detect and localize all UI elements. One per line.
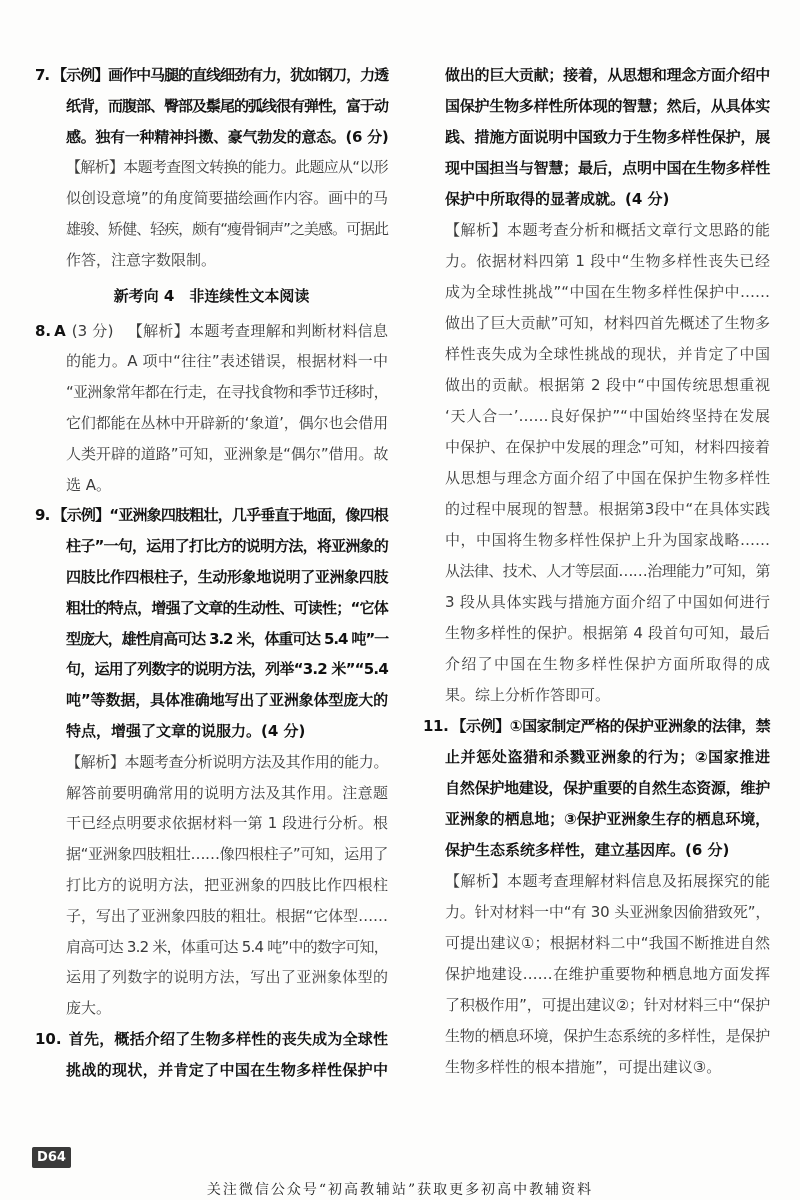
- question-10-continued: [423, 60, 770, 711]
- q9-analysis-line: 干已经点明要求依据材料一第 1 段进行分析。根: [66, 814, 388, 833]
- q10-answer-line: 挑战的现状，并肯定了中国在生物多样性保护中: [66, 1060, 388, 1079]
- q9-answer-line: 粗壮的特点，增强了文章的生动性、可读性；“它体: [66, 598, 388, 617]
- q7-answer-line: 感。独有一种精神抖擞、豪气勃发的意态。(6 分): [66, 127, 389, 146]
- q8-analysis-line: 的能力。A 项中“往往”表述错误，根据材料一中: [66, 352, 388, 371]
- q10-answer-line: 做出的巨大贡献；接着，从思想和理念方面介绍中: [445, 66, 770, 84]
- q7-analysis-line: 【解析】本题考查图文转换的能力。此题应从“以形: [66, 158, 388, 177]
- q9-answer-line: [35, 500, 388, 531]
- left-column: [35, 60, 388, 1086]
- question-number: 9.: [35, 506, 50, 525]
- question-11: [423, 711, 770, 1083]
- q11-answer-line: 亚洲象的栖息地；③保护亚洲象生存的栖息环境，: [445, 810, 770, 828]
- q7-answer-line: 纸背，而腹部、臀部及鬃尾的弧线很有弹性，富于动: [66, 96, 389, 115]
- answer-choice: A: [54, 321, 66, 340]
- q10-analysis-line: 做出了巨大贡献”可知，材料四首先概述了生物多: [445, 314, 770, 332]
- q11-analysis-line: 可提出建议①；根据材料二中“我国不断推进自然: [445, 934, 770, 952]
- q9-analysis-line: 打比方的说明方法，把亚洲象的四肢比作四根柱: [66, 875, 388, 894]
- q10-analysis-line: 中保护、在保护中发展的理念”可知，材料四接着: [445, 438, 770, 456]
- question-number: 7.: [35, 66, 50, 84]
- q11-analysis-line: 了积极作用”，可提出建议②；针对材料三中“保护: [445, 996, 771, 1014]
- q10-answer-line: [35, 1024, 388, 1055]
- q10-analysis-line: 从思想与理念方面介绍了中国在保护生物多样性: [445, 469, 770, 487]
- q9-analysis-line: 据“亚洲象四肢粗壮……像四根柱子”可知，运用了: [66, 845, 388, 864]
- q9-analysis-line: 庞大。: [66, 999, 112, 1018]
- q10-analysis-line: ‘天人合一’……良好保护”“中国始终坚持在发展: [445, 407, 770, 425]
- q10-analysis-line: 3 段从具体实践与措施方面介绍了中国如何进行: [445, 593, 770, 611]
- q7-answer-line: [35, 60, 388, 91]
- q11-analysis-line: 生物多样性的根本措施”，可提出建议③。: [445, 1058, 722, 1076]
- q9-answer-line: 句，运用了列数字的说明方法，列举“3.2 米”“5.4: [66, 660, 388, 679]
- q8-answer-line: [35, 316, 388, 347]
- q11-answer-line: 止并惩处盗猎和杀戮亚洲象的行为；②国家推进: [445, 748, 770, 766]
- q9-answer-line: 吨”等数据，具体准确地写出了亚洲象体型庞大的: [66, 691, 388, 710]
- q10-analysis-line: 力。依据材料四第 1 段中“生物多样性丧失已经: [445, 252, 770, 270]
- q11-answer-line: 自然保护地建设，保护重要的自然生态资源，维护: [445, 779, 770, 797]
- q9-analysis-line: 解答前要明确常用的说明方法及其作用。注意题: [66, 783, 388, 802]
- q10-analysis-line: 果。综上分析作答即可。: [445, 686, 611, 704]
- question-number: 10.: [35, 1029, 62, 1048]
- answer-text: 【示例】“亚洲象四肢粗壮，几乎垂直于地面，像四根: [52, 506, 388, 525]
- question-7: [35, 60, 388, 276]
- q11-analysis-line: 生物的栖息环境，保护生态系统的多样性，是保护: [445, 1027, 770, 1045]
- q10-analysis-line: 中，中国将生物多样性保护上升为国家战略……: [445, 531, 770, 549]
- right-column: [423, 60, 770, 1083]
- q9-analysis-line: 子，写出了亚洲象四肢的粗壮。根据“它体型……: [66, 906, 388, 925]
- score-label: (3 分): [71, 321, 114, 340]
- q10-answer-line: 保护中所取得的显著成就。(4 分): [445, 190, 670, 208]
- question-number: 8.: [35, 321, 52, 340]
- q9-answer-line: 柱子”一句，运用了打比方的说明方法，将亚洲象的: [66, 537, 388, 556]
- q9-analysis-line: 肩高可达 3.2 米，体重可达 5.4 吨”中的数字可知，: [66, 937, 388, 956]
- q11-analysis-line: 【解析】本题考查理解材料信息及拓展探究的能: [445, 872, 770, 890]
- q10-answer-line: 国保护生物多样性所体现的智慧；然后，从具体实: [445, 97, 770, 115]
- answer-text: 【示例】①国家制定严格的保护亚洲象的法律，禁: [451, 717, 771, 735]
- section-heading: 新考向 4 非连续性文本阅读: [113, 286, 310, 305]
- q7-analysis-line: 似创设意境”的角度简要描绘画作内容。画中的马: [66, 189, 388, 208]
- q10-analysis-line: 的过程中展现的智慧。根据第3段中“在具体实践: [445, 500, 770, 518]
- footer-note: 关注微信公众号“初高教辅站”获取更多初高中教辅资料: [206, 1182, 594, 1198]
- q10-analysis-line: 成为全球性挑战”“中国在生物多样性保护中……: [445, 283, 770, 301]
- analysis-text: 【解析】本题考查理解和判断材料信息: [127, 321, 388, 340]
- q9-answer-line: 特点，增强了文章的说服力。(4 分): [66, 721, 306, 740]
- question-9: [35, 500, 388, 1024]
- q11-analysis-line: 保护地建设……在维护重要物种栖息地方面发挥: [445, 965, 770, 983]
- question-number: 11.: [423, 717, 449, 735]
- q10-analysis-line: 【解析】本题考查分析和概括文章行文思路的能: [445, 221, 770, 239]
- page-number-badge: D64: [32, 1147, 71, 1168]
- q10-answer-line: 现中国担当与智慧；最后，点明中国在生物多样性: [445, 159, 770, 177]
- q8-analysis-line: 它们都能在丛林中开辟新的‘象道’，偶尔也会借用: [66, 413, 388, 432]
- answer-text: 首先，概括介绍了生物多样性的丧失成为全球性: [68, 1029, 388, 1048]
- q7-analysis-line: 雄骏、矫健、轻疾，颇有“瘦骨铜声”之美感。可据此: [66, 219, 388, 238]
- answer-text: 【示例】画作中马腿的直线细劲有力，犹如钢刀，力透: [52, 66, 389, 84]
- q8-analysis-line: 人类开辟的道路”可知，亚洲象是“偶尔”借用。故: [66, 444, 389, 463]
- q10-analysis-line: 做出的贡献。根据第 2 段中“中国传统思想重视: [445, 376, 770, 394]
- q10-answer-line: 践、措施方面说明中国致力于生物多样性保护，展: [445, 128, 770, 146]
- q8-analysis-line: 选 A。: [66, 475, 112, 494]
- q9-analysis-line: 【解析】本题考查分析说明方法及其作用的能力。: [66, 752, 389, 771]
- q9-answer-line: 型庞大，雄性肩高可达 3.2 米，体重可达 5.4 吨”一: [66, 629, 388, 648]
- q9-analysis-line: 运用了列数字的说明方法，写出了亚洲象体型的: [66, 968, 388, 987]
- q10-analysis-line: 生物多样性的保护。根据第 4 段首句可知，最后: [445, 624, 770, 642]
- q7-analysis-line: 作答，注意字数限制。: [66, 250, 217, 269]
- q11-answer-line: [423, 711, 770, 742]
- q10-analysis-line: 从法律、技术、人才等层面……治理能力”可知，第: [445, 562, 770, 580]
- q11-analysis-line: 力。针对材料一中“有 30 头亚洲象因偷猎致死”，: [445, 903, 771, 921]
- q8-analysis-line: “亚洲象常年都在行走，在寻找食物和季节迁移时，: [66, 383, 388, 402]
- q10-analysis-line: 样性丧失成为全球性挑战的现状，并肯定了中国: [445, 345, 770, 363]
- q9-answer-line: 四肢比作四根柱子，生动形象地说明了亚洲象四肢: [66, 567, 389, 586]
- question-8: [35, 316, 388, 501]
- q11-answer-line: 保护生态系统多样性，建立基因库。(6 分): [445, 841, 730, 859]
- q10-analysis-line: 介绍了中国在生物多样性保护方面所取得的成: [445, 655, 770, 673]
- question-10: [35, 1024, 388, 1086]
